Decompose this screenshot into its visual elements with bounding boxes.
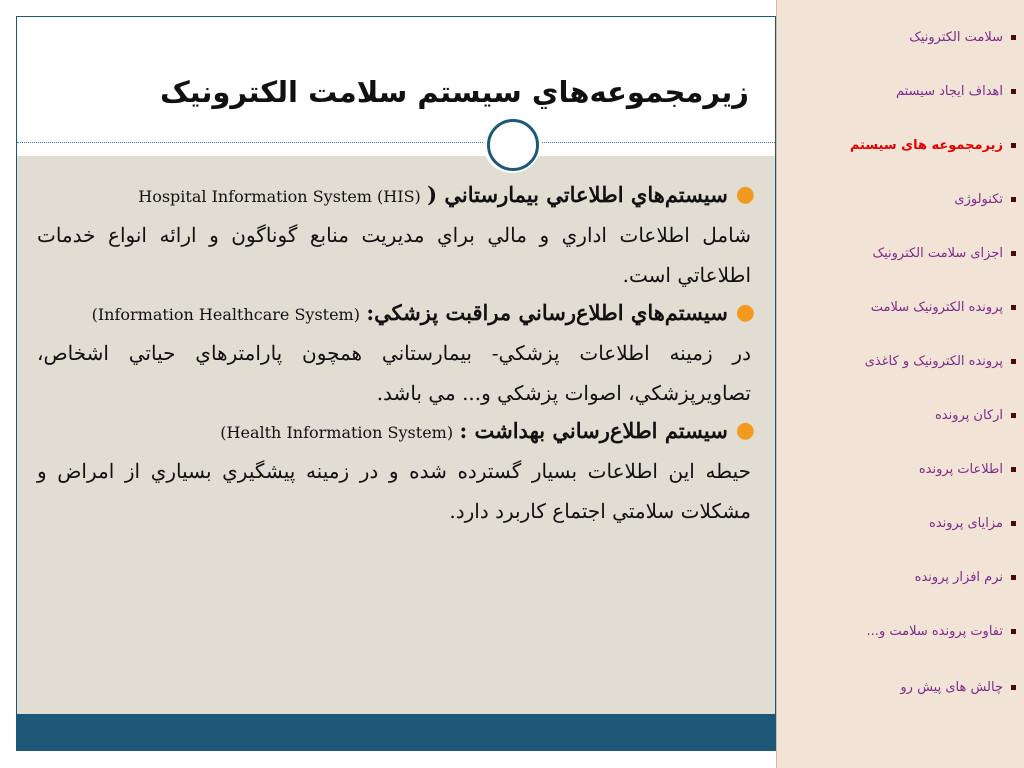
bullet-icon: ● [735,418,755,443]
square-bullet-icon [1011,143,1016,148]
square-bullet-icon [1011,575,1016,580]
square-bullet-icon [1011,467,1016,472]
sidebar-item-record-info[interactable]: اطلاعات پرونده [919,462,1016,477]
sidebar-item-components[interactable]: اجزای سلامت الکترونیک [872,246,1016,261]
slide [16,16,776,751]
square-bullet-icon [1011,197,1016,202]
section-latin: (Health Information System) [220,423,454,442]
header-divider [17,142,775,143]
sidebar-item-goals[interactable]: اهداف ایجاد سیستم [896,84,1016,99]
sidebar-item-record-software[interactable]: نرم افزار پرونده [915,570,1016,585]
bullet-icon: ● [735,300,755,325]
section-his [37,177,755,215]
sidebar-item-challenges[interactable]: چالش های پیش رو [900,680,1016,695]
sidebar-item-technology[interactable]: تکنولوژی [954,192,1016,207]
sidebar-item-ehr-vs-paper[interactable]: پرونده الکترونیک و کاغذی [865,354,1016,369]
section-latin: Hospital Information System (HIS) [138,187,421,206]
sidebar-item-record-benefits[interactable]: مزایای پرونده [929,516,1016,531]
bullet-icon: ● [735,182,755,207]
square-bullet-icon [1011,35,1016,40]
square-bullet-icon [1011,629,1016,634]
square-bullet-icon [1011,251,1016,256]
slide-header [17,17,775,157]
section-heading: سيستم‌هاي اطلاع‌رساني مراقبت پزشكي: [366,300,728,325]
square-bullet-icon [1011,89,1016,94]
square-bullet-icon [1011,305,1016,310]
section-heading: سيستم‌هاي اطلاعاتي بيمارستاني ( [427,182,728,207]
section-health-info [37,413,755,451]
square-bullet-icon [1011,359,1016,364]
section-body: حيطه اين اطلاعات بسيار گسترده شده و در زمينه پيشگيري بسياري از امراض و مشكلات سلامتي اجتماع كاربرد دارد. [37,459,751,523]
section-heading: سيستم اطلاع‌رساني بهداشت : [459,418,728,443]
section-body: شامل اطلاعات اداري و مالي براي مديريت منابع گوناگون و ارائه انواع خدمات اطلاعاتي است. [37,223,751,287]
sidebar-item-differences[interactable]: تفاوت پرونده سلامت و... [867,624,1016,639]
square-bullet-icon [1011,521,1016,526]
square-bullet-icon [1011,685,1016,690]
slide-title: زيرمجموعه‌هاي سيستم سلامت الكترونيک [159,75,749,109]
slide-footer [17,714,775,750]
sidebar-item-ehr[interactable]: پرونده الکترونیک سلامت [871,300,1016,315]
section-latin: (Information Healthcare System) [91,305,360,324]
sidebar-nav [776,0,1024,768]
slide-content [37,177,755,531]
section-healthcare [37,295,755,333]
section-body: در زمينه اطلاعات پزشكي- بيمارستاني همچون پارامترهاي حياتي اشخاص، تصاويرپزشكي، اصوات پزشكي و... مي باشد. [37,341,751,405]
sidebar-item-record-pillars[interactable]: ارکان پرونده [935,408,1016,423]
decorative-ring-icon [487,119,539,171]
square-bullet-icon [1011,413,1016,418]
sidebar-item-subsystems[interactable]: زیرمجموعه های سیستم [850,138,1016,153]
sidebar-item-ehealth[interactable]: سلامت الکترونیک [909,30,1016,45]
